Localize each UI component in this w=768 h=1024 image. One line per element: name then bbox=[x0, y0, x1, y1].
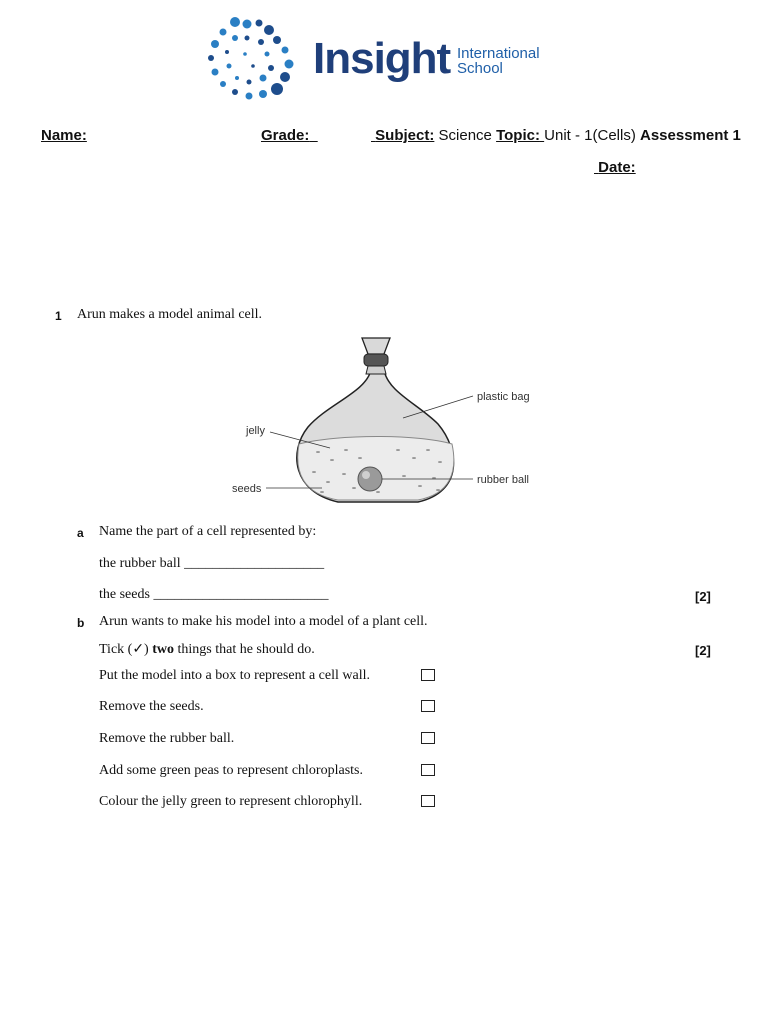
option-5-text: Colour the jelly green to represent chlorophyll. bbox=[99, 794, 363, 809]
cell-model-figure bbox=[228, 332, 540, 512]
label-jelly: jelly bbox=[246, 425, 265, 437]
logo-wordmark: Insight bbox=[313, 34, 451, 83]
rubber-ball-shape bbox=[358, 467, 382, 491]
question-number: 1 bbox=[55, 309, 62, 323]
option-3-checkbox[interactable] bbox=[421, 732, 435, 744]
part-a-marks: [2] bbox=[695, 589, 711, 604]
date-label: Date: bbox=[598, 159, 636, 176]
assessment-title: Assessment 1 bbox=[640, 127, 741, 144]
part-a-prompt: Name the part of a cell represented by: bbox=[99, 524, 317, 539]
option-1-text: Put the model into a box to represent a cell wall. bbox=[99, 668, 370, 683]
answer-blank-2[interactable]: _________________________ bbox=[153, 587, 329, 602]
option-1-checkbox[interactable] bbox=[421, 669, 435, 681]
part-a-line-1: the rubber ball ____________________ bbox=[99, 556, 325, 571]
option-4-checkbox[interactable] bbox=[421, 764, 435, 776]
school-logo bbox=[205, 14, 565, 104]
topic-value: Unit - 1(Cells) bbox=[544, 127, 636, 144]
logo-subtitle-2: School bbox=[457, 60, 503, 77]
option-4-text: Add some green peas to represent chloroplasts. bbox=[99, 763, 363, 778]
option-2-checkbox[interactable] bbox=[421, 700, 435, 712]
label-plastic-bag: plastic bag bbox=[477, 391, 530, 403]
dots-ring-icon bbox=[205, 14, 305, 104]
subject-label: Subject: bbox=[375, 127, 435, 144]
option-3-text: Remove the rubber ball. bbox=[99, 731, 235, 746]
label-seeds: seeds bbox=[232, 483, 262, 495]
subject-value: Science bbox=[438, 127, 492, 144]
part-a-letter: a bbox=[77, 526, 84, 540]
question-text: Arun makes a model animal cell. bbox=[77, 307, 263, 322]
subject-topic-line bbox=[371, 127, 741, 144]
answer-blank-1[interactable]: ____________________ bbox=[184, 556, 325, 571]
logo-subtitle-1: International bbox=[457, 45, 540, 62]
part-b-prompt: Arun wants to make his model into a model of a plant cell. bbox=[99, 614, 428, 629]
option-5-checkbox[interactable] bbox=[421, 795, 435, 807]
part-a-line-2: the seeds _________________________ bbox=[99, 587, 329, 602]
label-rubber-ball: rubber ball bbox=[477, 474, 529, 486]
part-b-instruction: Tick (✓) two things that he should do. bbox=[99, 642, 315, 657]
name-label: Name: bbox=[41, 127, 87, 144]
part-b-marks: [2] bbox=[695, 643, 711, 658]
part-b-letter: b bbox=[77, 616, 85, 630]
option-2-text: Remove the seeds. bbox=[99, 699, 204, 714]
grade-label: Grade: bbox=[261, 127, 310, 144]
topic-label: Topic: bbox=[496, 127, 540, 144]
